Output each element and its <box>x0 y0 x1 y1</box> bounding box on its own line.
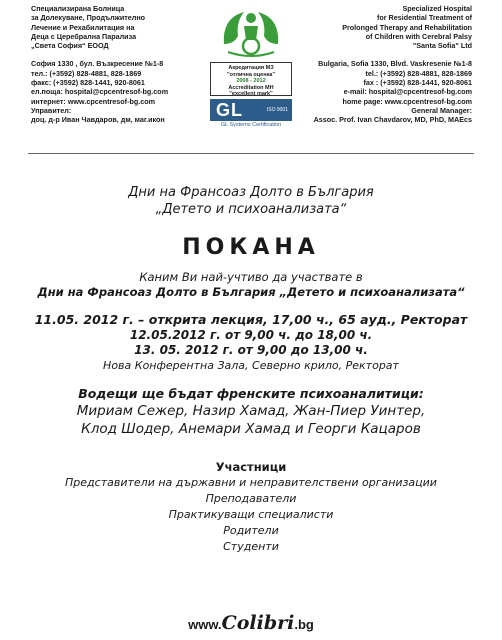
invite-text: Каним Ви най-учтиво да участвате в <box>139 270 363 284</box>
header-left-spacer <box>31 50 211 59</box>
leaders-names: Мириам Сежер, Назир Хамад, Жан-Пиер Уинтер, <box>76 403 426 419</box>
event-subtitle: „Детето и психоанализата“ <box>155 202 347 217</box>
header-right-en <box>292 4 472 125</box>
hospital-logo <box>214 4 288 58</box>
event-name: Дни на Франсоаз Долто в България <box>128 185 374 200</box>
header-left-line: интернет: www.cpcentresof-bg.com <box>31 96 156 106</box>
colibri-logo: Colibri <box>221 612 295 634</box>
header-right-line: for Residential Treatment of <box>376 13 472 23</box>
date-line: 11.05. 2012 г. – открита лекция, 17,00 ч., 65 ауд., Ректорат <box>34 312 468 327</box>
header-right-spacer <box>292 50 472 59</box>
participant-item: Студенти <box>223 540 279 553</box>
header-left-line: „Света София“ ЕООД <box>31 41 109 51</box>
header-right-line: Bulgaria, Sofia 1330, Blvd. Vaskresenie №1-8 <box>318 59 472 69</box>
header-right-line: Assoc. Prof. Ivan Chavdarov, MD, PhD, MAEcs <box>313 115 472 125</box>
accreditation-line: "отлична оценка" <box>227 71 275 78</box>
leaders-names: Клод Шодер, Анемари Хамад и Георги Кацаров <box>81 421 421 437</box>
header-left-line: Лечение и Рехабилитация на <box>31 22 135 32</box>
date-line: 13. 05. 2012 г. от 9,00 до 13,00 ч. <box>134 343 368 357</box>
accreditation-badge <box>210 62 292 96</box>
header-right-line: home page: www.cpcentresof-bg.com <box>342 96 472 106</box>
invite-event: Дни на Франсоаз Долто в България „Детето и психоанализата“ <box>37 285 465 299</box>
footer-prefix: www. <box>188 617 222 632</box>
header-right-line: fax : (+3592) 828-1441, 920-8061 <box>363 78 472 88</box>
page-title: ПОКАНА <box>182 235 320 260</box>
accreditation-line: Акредитация МЗ <box>228 65 274 71</box>
header-left-line: факс: (+3592) 828-1441, 920-8061 <box>31 78 145 88</box>
header-right-line: of Children with Cerebral Palsy <box>365 31 472 41</box>
gl-logo-box <box>210 99 292 121</box>
participants-heading: Участници <box>215 460 287 474</box>
header-left-line: София 1330 , бул. Възкресение №1-8 <box>31 59 164 69</box>
footer-suffix: .bg <box>294 617 314 632</box>
accreditation-line: Accreditation MH <box>228 84 274 91</box>
header-left-line: тел.: (+3592) 828-4881, 828-1869 <box>31 68 142 78</box>
header-left-bg <box>31 4 211 125</box>
header-right-line: "Santa Sofia" Ltd <box>412 41 472 51</box>
date-line: 12.05.2012 г. от 9,00 ч. до 18,00 ч. <box>129 328 373 342</box>
gl-caption: GL Systems Certification <box>220 122 282 128</box>
gl-certification-logo <box>210 99 292 129</box>
header-right-line: Specialized Hospital <box>402 4 472 13</box>
participant-item: Практикуващи специалисти <box>168 508 334 521</box>
header-left-line: доц. д-р Иван Чавдаров, дм, маг.икон <box>31 115 165 125</box>
header-right-line: General Manager: <box>411 105 472 115</box>
gl-iso: ISO 9001 <box>266 107 288 113</box>
participant-item: Преподаватели <box>205 492 297 505</box>
header-left-line: ел.поща: hospital@cpcentresof-bg.com <box>31 87 169 97</box>
header-right-line: tel.: (+3592) 828-4881, 828-1869 <box>365 68 472 78</box>
header-right-line: e-mail: hospital@cpcentresof-bg.com <box>343 87 472 97</box>
gl-letters: GL <box>216 100 243 120</box>
header-left-line: Специализирана Болница <box>31 4 125 13</box>
accreditation-years: 2008 - 2012 <box>236 78 266 85</box>
accreditation-line: "excellent mark" <box>229 91 273 98</box>
header-left-line: Управител: <box>31 105 72 115</box>
footer-link[interactable] <box>0 612 502 634</box>
header-left-line: Деца с Церебрална Парализа <box>31 31 137 41</box>
leaders-heading: Водещи ще бъдат френските психоаналитици: <box>78 386 424 401</box>
invitation-body <box>0 184 502 555</box>
participant-item: Родители <box>223 524 279 537</box>
participant-item: Представители на държавни и неправителствени организации <box>65 476 437 489</box>
header-divider <box>28 153 474 154</box>
venue: Нова Конферентна Зала, Северно крило, Ректорат <box>103 359 399 372</box>
header-left-line: за Долекуване, Продължително <box>31 13 146 23</box>
header-right-line: Prolonged Therapy and Rehabilitation <box>342 22 472 32</box>
